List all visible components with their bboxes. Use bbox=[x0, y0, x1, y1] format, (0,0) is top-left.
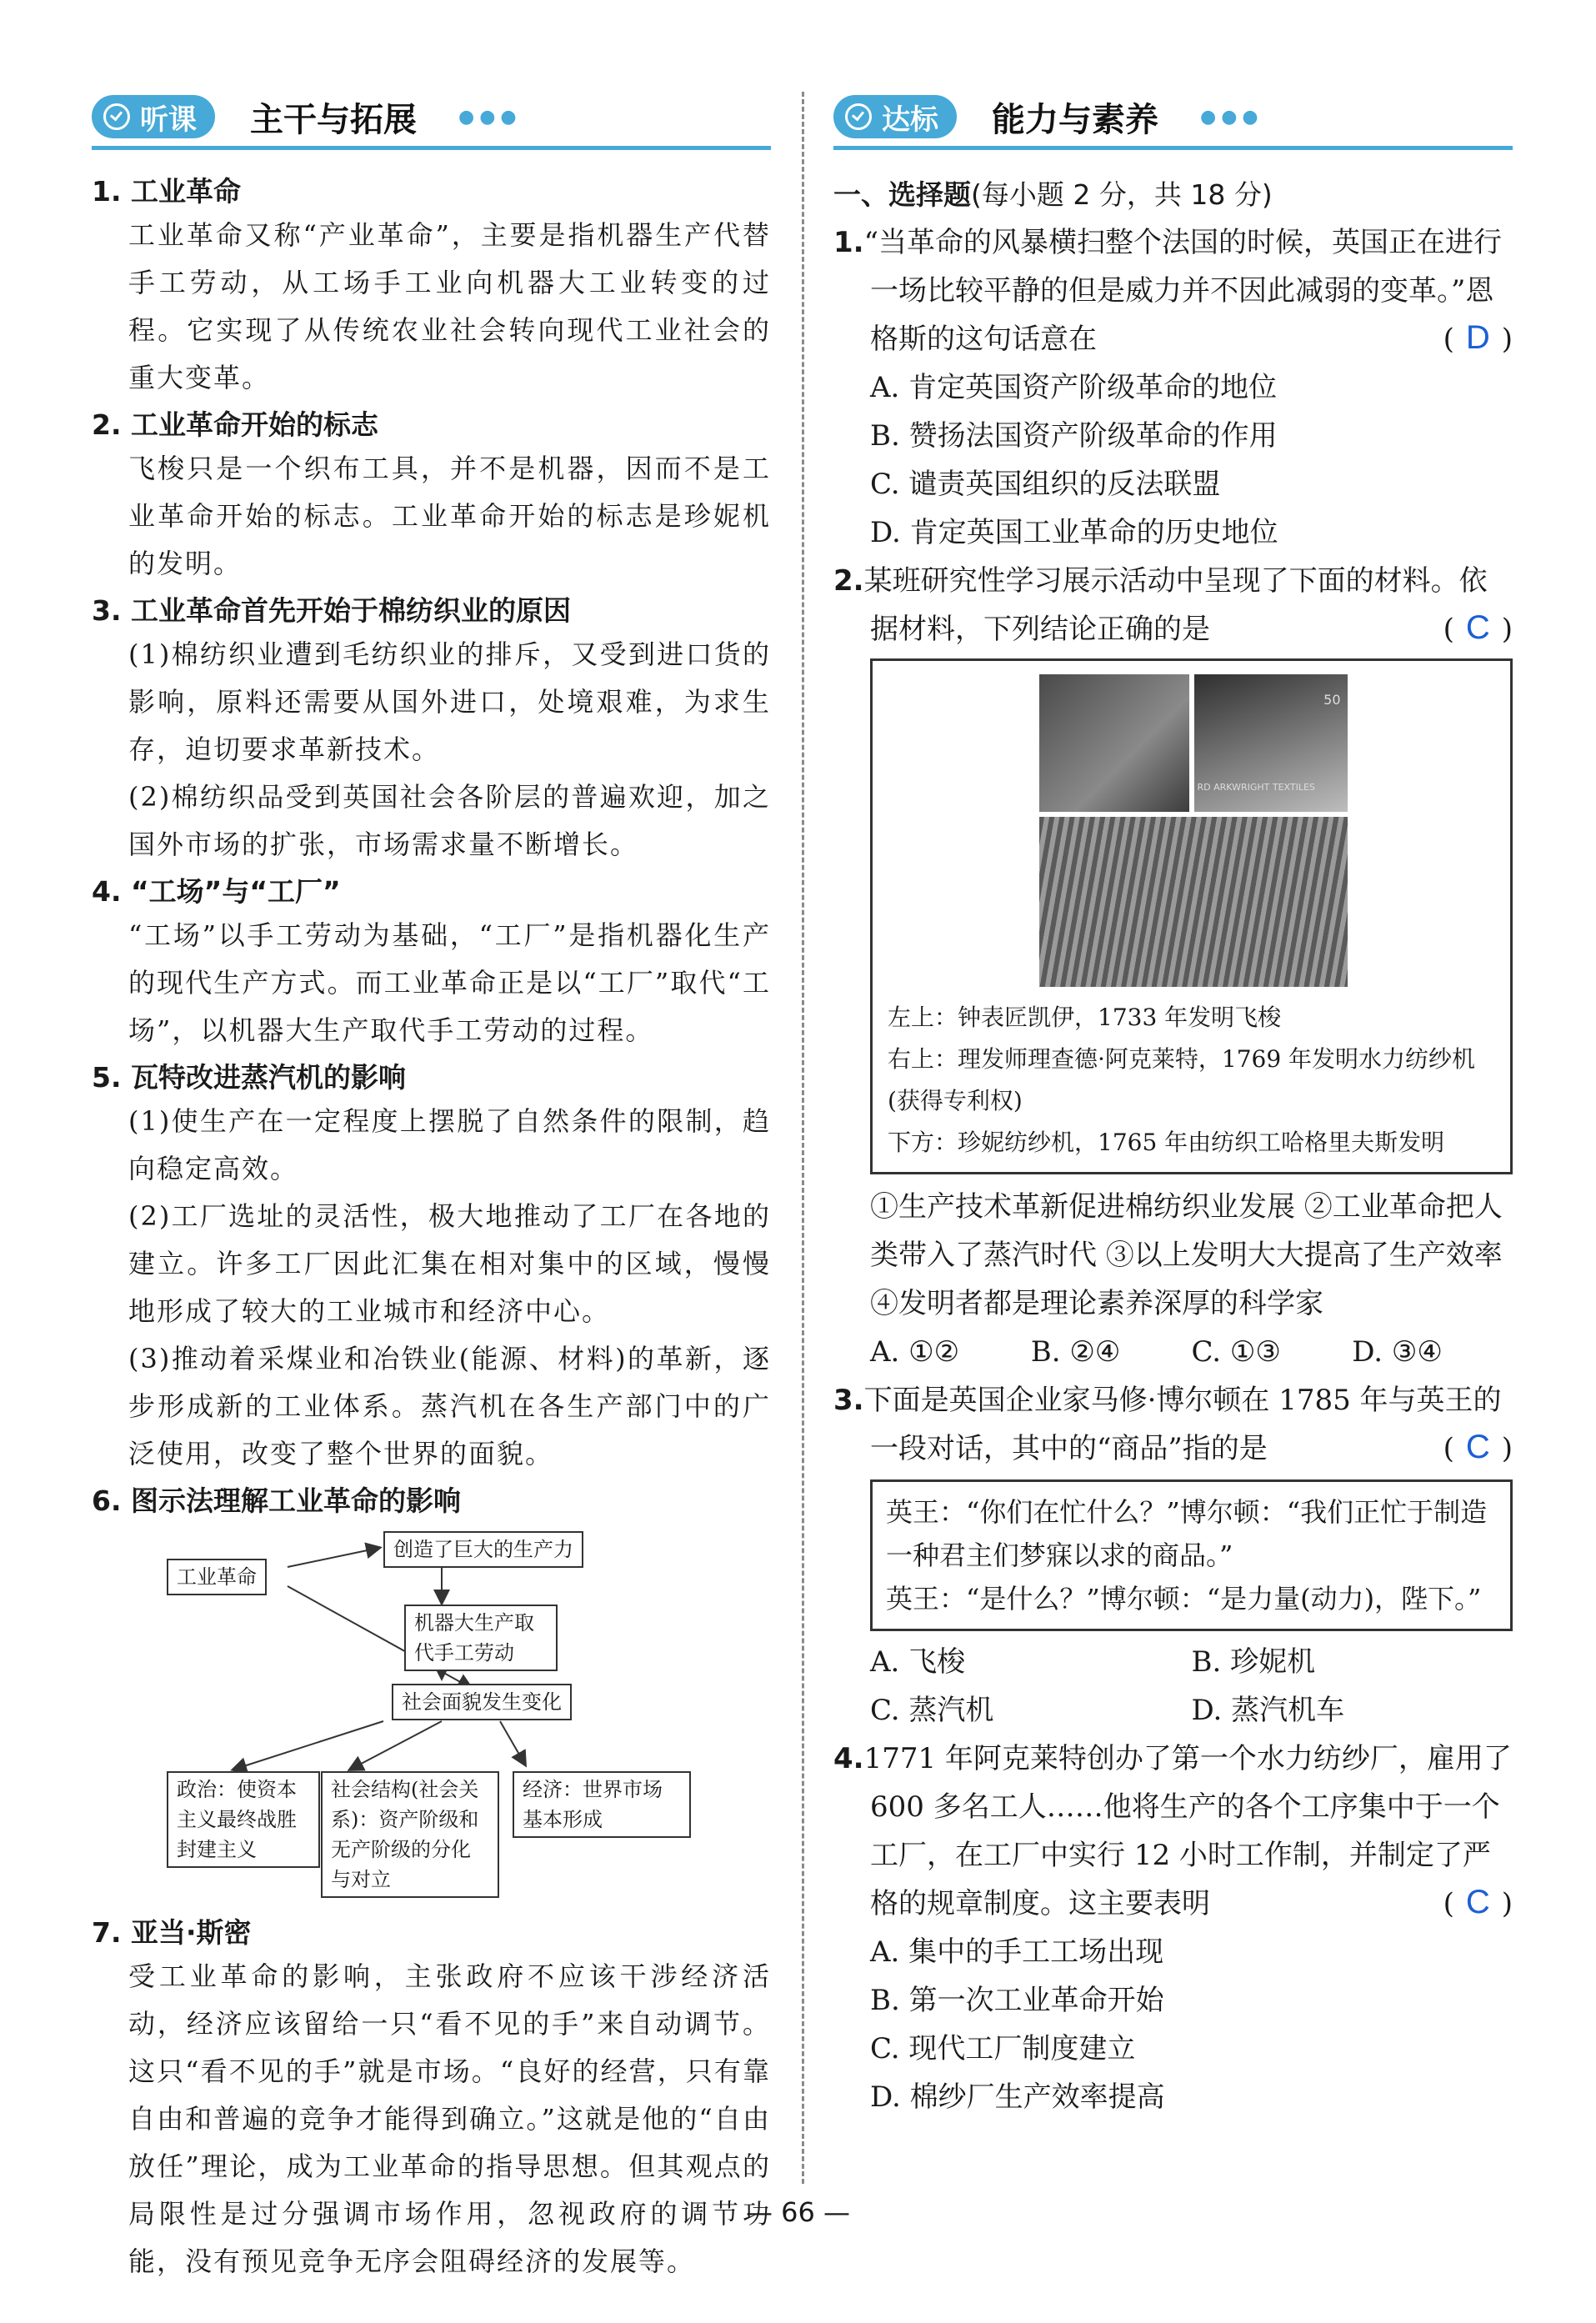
question-number: 2. bbox=[833, 564, 864, 598]
options-row bbox=[833, 1328, 1513, 1376]
option-c: C. 谴责英国组织的反法联盟 bbox=[870, 468, 1221, 501]
item-paragraph: (2)棉纺织品受到英国社会各阶层的普遍欢迎，加之国外市场的扩张，市场需求量不断增长。 bbox=[128, 781, 771, 860]
left-column bbox=[92, 90, 771, 2285]
item-6 bbox=[92, 1481, 771, 1905]
option-d: D. 肯定英国工业革命的历史地位 bbox=[870, 516, 1278, 549]
flow-center-box: 社会面貌发生变化 bbox=[392, 1684, 572, 1720]
dots-decoration-icon: ●●● bbox=[458, 107, 522, 128]
caption-top-left: 左上：钟表匠凯伊，1733 年发明飞梭 bbox=[888, 1004, 1282, 1031]
question-3 bbox=[833, 1376, 1513, 1473]
item-7 bbox=[92, 1913, 771, 2285]
caption-top-right: 右上：理发师理查德·阿克莱特，1769 年发明水力纺纱机(获得专利权) bbox=[888, 1045, 1476, 1114]
flow-top-box: 创造了巨大的生产力 bbox=[383, 1531, 583, 1568]
dialogue-line: 英王：“你们在忙什么？”博尔顿：“我们正忙于制造一种君主们梦寐以求的商品。” bbox=[886, 1496, 1488, 1571]
item-title: 6. 图示法理解工业革命的影响 bbox=[92, 1484, 461, 1517]
item-1 bbox=[92, 172, 771, 402]
item-5 bbox=[92, 1058, 771, 1478]
material-box bbox=[870, 658, 1513, 1174]
section-underline bbox=[92, 146, 771, 150]
question-4 bbox=[833, 1735, 1513, 1928]
impact-flow-diagram bbox=[167, 1529, 750, 1905]
question-stem: “当革命的风暴横扫整个法国的时候，英国正在进行一场比较平静的但是威力并不因此减弱的变革。”恩格斯的这句话意在 bbox=[863, 226, 1502, 356]
answer-letter: C bbox=[1465, 1429, 1490, 1465]
section-title: 主干与拓展 bbox=[250, 101, 417, 139]
option-b: B. 赞扬法国资产阶级革命的作用 bbox=[870, 419, 1278, 453]
answer-letter: C bbox=[1465, 609, 1490, 646]
flow-politics-box: 政治：使资本主义最终战胜封建主义 bbox=[167, 1771, 320, 1868]
item-title: 2. 工业革命开始的标志 bbox=[92, 408, 378, 441]
option-c: C. 现代工厂制度建立 bbox=[870, 2032, 1136, 2065]
answer-letter: D bbox=[1465, 319, 1490, 356]
item-title: 4. “工场”与“工厂” bbox=[92, 875, 341, 908]
question-2 bbox=[833, 557, 1513, 653]
section-title: 能力与素养 bbox=[992, 101, 1158, 139]
section-badge bbox=[92, 95, 215, 138]
item-paragraph: 工业革命又称“产业革命”，主要是指机器生产代替手工劳动，从工场手工业向机器大工业转变的过程。它实现了从传统农业社会转向现代工业社会的重大变革。 bbox=[128, 219, 771, 393]
section-badge bbox=[833, 95, 957, 138]
question-number: 4. bbox=[833, 1742, 864, 1775]
dialogue-line: 英王：“是什么？”博尔顿：“是力量(动力)，陛下。” bbox=[886, 1583, 1482, 1615]
section-header-listen bbox=[92, 90, 771, 150]
answer-bracket: ( C ) bbox=[1443, 1884, 1513, 1920]
answer-letter: C bbox=[1465, 1884, 1490, 1920]
item-paragraph: (1)使生产在一定程度上摆脱了自然条件的限制，趋向稳定高效。 bbox=[128, 1105, 771, 1184]
flow-root-box: 工业革命 bbox=[167, 1559, 267, 1595]
flow-mid-box: 机器大生产取代手工劳动 bbox=[404, 1605, 558, 1671]
question-stem: 下面是英国企业家马修·博尔顿在 1785 年与英王的一段对话，其中的“商品”指的是 bbox=[863, 1384, 1502, 1465]
badge-label: 听课 bbox=[140, 103, 197, 137]
spinning-jenny-image bbox=[1039, 817, 1348, 987]
stamp-value: 50 bbox=[1323, 692, 1341, 708]
option-d: D. 蒸汽机车 bbox=[1191, 1694, 1345, 1727]
item-title: 7. 亚当·斯密 bbox=[92, 1916, 252, 1949]
section-label: 一、选择题 bbox=[833, 178, 971, 211]
answer-bracket: ( C ) bbox=[1443, 609, 1513, 646]
check-circle-icon bbox=[103, 103, 130, 130]
option-a: A. 肯定英国资产阶级革命的地位 bbox=[870, 371, 1278, 404]
question-number: 3. bbox=[833, 1384, 864, 1417]
dots-decoration-icon: ●●● bbox=[1200, 107, 1263, 128]
item-paragraph: (2)工厂选址的灵活性，极大地推动了工厂在各地的建立。许多工厂因此汇集在相对集中的区域，慢慢地形成了较大的工业城市和经济中心。 bbox=[128, 1200, 771, 1327]
answer-bracket: ( D ) bbox=[1443, 319, 1513, 356]
statements: ①生产技术革新促进棉纺织业发展 ②工业革命把人类带入了蒸汽时代 ③以上发明大大提高了生产效率 ④发明者都是理论素养深厚的科学家 bbox=[870, 1190, 1503, 1320]
item-4 bbox=[92, 872, 771, 1054]
option-a: A. ①② bbox=[870, 1335, 960, 1369]
item-3 bbox=[92, 591, 771, 869]
item-2 bbox=[92, 405, 771, 588]
arkwright-stamp-image bbox=[1194, 674, 1348, 812]
option-b: B. 珍妮机 bbox=[1191, 1645, 1316, 1679]
column-divider bbox=[802, 92, 804, 2184]
kay-portrait-image bbox=[1039, 674, 1189, 812]
badge-label: 达标 bbox=[882, 103, 938, 137]
section-header-test bbox=[833, 90, 1513, 150]
caption-bottom: 下方：珍妮纺纱机，1765 年由纺织工哈格里夫斯发明 bbox=[888, 1129, 1445, 1156]
item-title: 1. 工业革命 bbox=[92, 175, 241, 208]
question-stem: 某班研究性学习展示活动中呈现了下面的材料。依据材料，下列结论正确的是 bbox=[863, 564, 1488, 646]
item-paragraph: 受工业革命的影响，主张政府不应该干涉经济活动，经济应该留给一只“看不见的手”来自动调节。这只“看不见的手”就是市场。“良好的经营，只有靠自由和普遍的竞争才能得到确立。”这就是他的“自由放任”理论，成为工业革命的指导思想。但其观点的局限性是过分强调市场作用，忽视政府的调节功能，没有预见竞争无序会阻碍经济的发展等。 bbox=[128, 1960, 771, 2277]
stamp-caption: RD ARKWRIGHT TEXTILES bbox=[1197, 782, 1315, 793]
right-column bbox=[833, 90, 1513, 2121]
answer-bracket: ( C ) bbox=[1443, 1429, 1513, 1465]
item-paragraph: (1)棉纺织业遭到毛纺织业的排斥，又受到进口货的影响，原料还需要从国外进口，处境艰难，为求生存，迫切要求革新技术。 bbox=[128, 638, 771, 765]
item-paragraph: “工场”以手工劳动为基础，“工厂”是指机器化生产的现代生产方式。而工业革命正是以“工厂”取代“工场”，以机器大生产取代手工劳动的过程。 bbox=[128, 919, 771, 1046]
section-underline bbox=[833, 146, 1513, 150]
question-section-header bbox=[833, 172, 1513, 218]
option-c: C. 蒸汽机 bbox=[870, 1694, 994, 1727]
item-paragraph: 飞梭只是一个织布工具，并不是机器，因而不是工业革命开始的标志。工业革命开始的标志是珍妮机的发明。 bbox=[128, 453, 771, 579]
flow-economy-box: 经济：世界市场基本形成 bbox=[513, 1771, 691, 1838]
inventions-photo-collage bbox=[1039, 674, 1348, 987]
question-number: 1. bbox=[833, 226, 864, 259]
option-a: A. 飞梭 bbox=[870, 1645, 966, 1679]
dialogue-box bbox=[870, 1479, 1513, 1631]
item-title: 3. 工业革命首先开始于棉纺织业的原因 bbox=[92, 594, 571, 627]
item-paragraph: (3)推动着采煤业和冶铁业(能源、材料)的革新，逐步形成新的工业体系。蒸汽机在各生产部门中的广泛使用，改变了整个世界的面貌。 bbox=[128, 1343, 771, 1469]
question-stem: 1771 年阿克莱特创办了第一个水力纺纱厂，雇用了 600 多名工人……他将生产的各个工序集中于一个工厂，在工厂中实行 12 小时工作制，并制定了严格的规章制度。这主要表明 bbox=[863, 1742, 1512, 1920]
flow-society-box: 社会结构(社会关系)：资产阶级和无产阶级的分化与对立 bbox=[321, 1771, 499, 1898]
option-a: A. 集中的手工工场出现 bbox=[870, 1935, 1164, 1969]
item-title: 5. 瓦特改进蒸汽机的影响 bbox=[92, 1061, 406, 1094]
question-1 bbox=[833, 218, 1513, 363]
options-row bbox=[833, 1638, 1513, 1686]
option-d: D. 棉纱厂生产效率提高 bbox=[870, 2080, 1165, 2114]
page-number: — 66 — bbox=[745, 2196, 851, 2228]
section-note: (每小题 2 分，共 18 分) bbox=[971, 178, 1273, 211]
option-d: D. ③④ bbox=[1352, 1335, 1443, 1369]
option-c: C. ①③ bbox=[1191, 1335, 1281, 1369]
options-row bbox=[833, 1686, 1513, 1735]
option-b: B. ②④ bbox=[1030, 1335, 1121, 1369]
check-circle-icon bbox=[845, 103, 872, 130]
option-b: B. 第一次工业革命开始 bbox=[870, 1984, 1164, 2017]
